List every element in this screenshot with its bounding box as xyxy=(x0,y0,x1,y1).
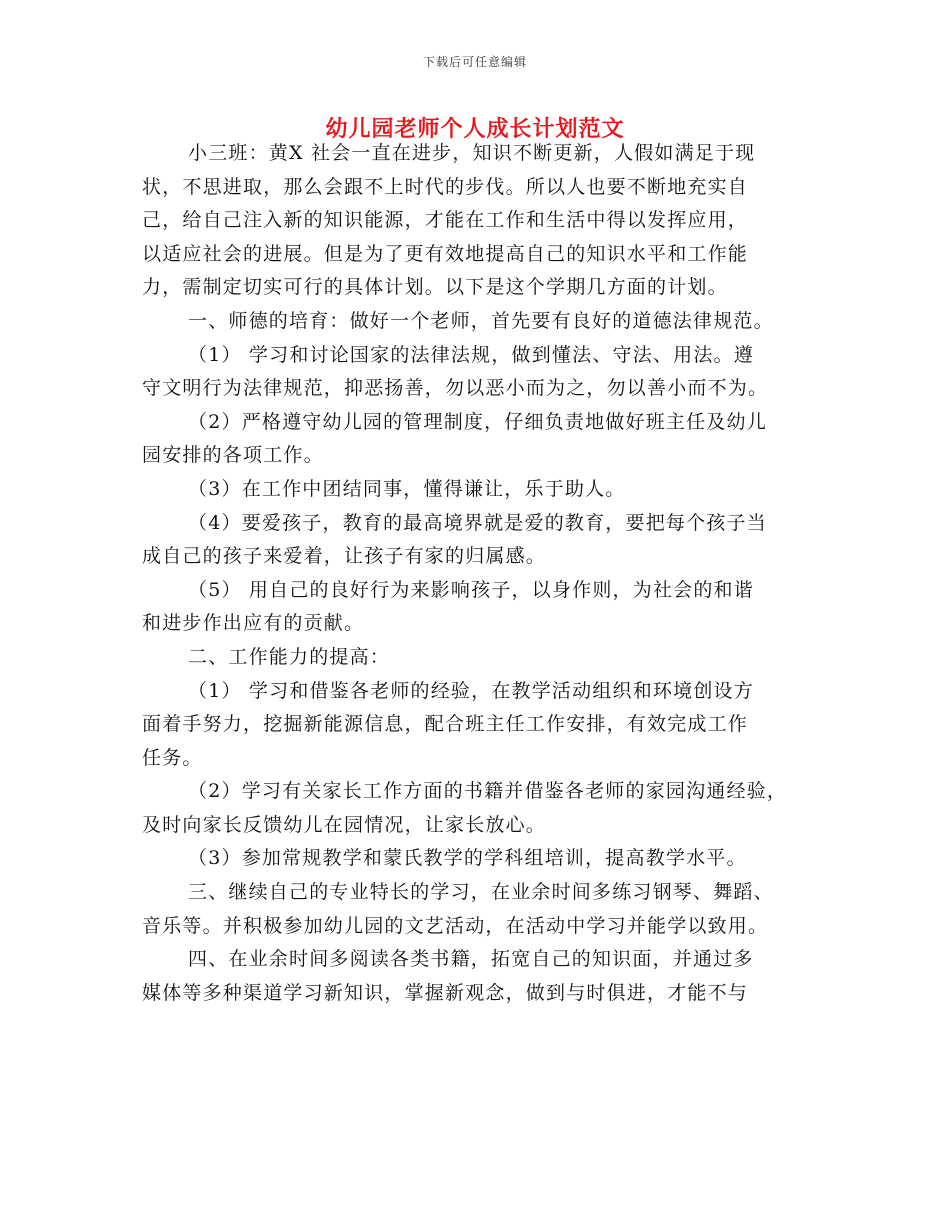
body-line: （1） 学习和讨论国家的法律法规，做到懂法、守法、用法。遵 xyxy=(188,343,754,366)
body-line: （5） 用自己的良好行为来影响孩子，以身作则，为社会的和谐 xyxy=(188,578,754,601)
body-line: （4）要爱孩子，教育的最高境界就是爱的教育，要把每个孩子当 xyxy=(188,511,767,534)
body-line: 面着手努力，挖掘新能源信息，配合班主任工作安排，有效完成工作 xyxy=(142,713,749,736)
body-line: 二、工作能力的提高： xyxy=(188,645,391,668)
body-line: （2）学习有关家长工作方面的书籍并借鉴各老师的家园沟通经验， xyxy=(188,780,788,803)
body-line: 媒体等多种渠道学习新知识，掌握新观念，做到与时俱进，才能不与 xyxy=(142,981,749,1004)
body-line: （3）在工作中团结同事，懂得谦让，乐于助人。 xyxy=(188,477,626,500)
body-line: 三、继续自己的专业特长的学习，在业余时间多练习钢琴、舞蹈、 xyxy=(188,881,774,904)
document-title: 幼儿园老师个人成长计划范文 xyxy=(325,116,625,142)
body-line: 四、在业余时间多阅读各类书籍，拓宽自己的知识面，并通过多 xyxy=(188,948,754,971)
body-line: 一、师德的培育：做好一个老师，首先要有良好的道德法律规范。 xyxy=(188,309,774,332)
body-line: 园安排的各项工作。 xyxy=(142,444,324,467)
body-line: 及时向家长反馈幼儿在园情况，让家长放心。 xyxy=(142,813,547,836)
body-line: 状，不思进取，那么会跟不上时代的步伐。所以人也要不断地充实自 xyxy=(142,175,749,198)
header-note: 下载后可任意编辑 xyxy=(422,55,527,69)
body-line: 力，需制定切实可行的具体计划。以下是这个学期几方面的计划。 xyxy=(142,276,728,299)
body-line: 小三班：黄X 社会一直在进步，知识不断更新，人假如满足于现 xyxy=(188,142,756,164)
body-line: （2）严格遵守幼儿园的管理制度，仔细负责地做好班主任及幼儿 xyxy=(188,410,767,433)
body-line: （1） 学习和借鉴各老师的经验，在教学活动组织和环境创设方 xyxy=(188,679,754,702)
body-line: 成自己的孩子来爱着，让孩子有家的归属感。 xyxy=(142,545,547,568)
body-line: 和进步作出应有的贡献。 xyxy=(142,612,365,635)
body-line: 以适应社会的进展。但是为了更有效地提高自己的知识水平和工作能 xyxy=(142,242,749,265)
body-line: 音乐等。并积极参加幼儿园的文艺活动，在活动中学习并能学以致用。 xyxy=(142,914,769,937)
body-line: 任务。 xyxy=(142,746,203,769)
body-line: （3）参加常规教学和蒙氏教学的学科组培训，提高教学水平。 xyxy=(188,847,747,870)
body-line: 己，给自己注入新的知识能源，才能在工作和生活中得以发挥应用， xyxy=(142,209,749,232)
document-body xyxy=(142,137,822,1010)
body-line: 守文明行为法律规范，抑恶扬善，勿以恶小而为之，勿以善小而不为。 xyxy=(142,377,769,400)
